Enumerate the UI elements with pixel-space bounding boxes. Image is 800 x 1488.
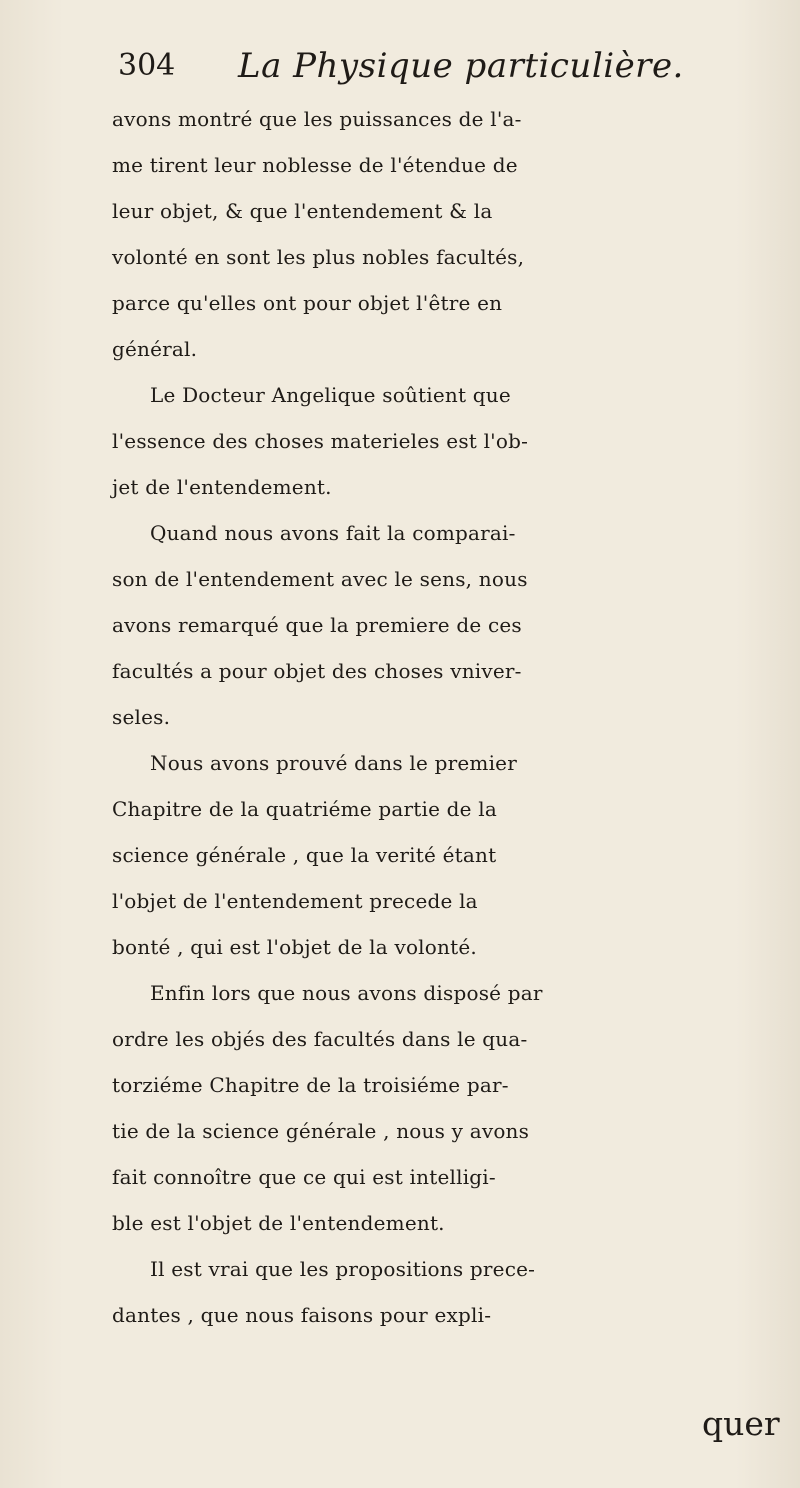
text-line: science générale , que la verité étant	[112, 843, 497, 867]
text-line: ble est l'objet de l'entendement.	[112, 1211, 445, 1235]
page-header	[118, 42, 758, 90]
text-line: bonté , qui est l'objet de la volonté.	[112, 935, 477, 959]
text-line: général.	[112, 337, 198, 361]
text-line: facultés a pour objet des choses vniver-	[112, 659, 522, 683]
text-line: leur objet, & que l'entendement & la	[112, 199, 493, 223]
text-line: dantes , que nous faisons pour expli-	[112, 1303, 492, 1327]
text-line: fait connoître que ce qui est intelligi-	[112, 1165, 496, 1189]
text-line: Quand nous avons fait la comparai-	[150, 521, 516, 545]
text-line: torziéme Chapitre de la troisiéme par-	[112, 1073, 509, 1097]
text-line: l'essence des choses materieles est l'ob-	[112, 429, 529, 453]
running-title: La Physique particulière.	[238, 46, 684, 86]
text-line: jet de l'entendement.	[112, 475, 332, 499]
text-line: Chapitre de la quatriéme partie de la	[112, 797, 497, 821]
text-line: Le Docteur Angelique soûtient que	[150, 383, 511, 407]
text-line: l'objet de l'entendement precede la	[112, 889, 478, 913]
text-line: ordre les objés des facultés dans le qua-	[112, 1027, 528, 1051]
body-text	[106, 96, 800, 1338]
text-line: parce qu'elles ont pour objet l'être en	[112, 291, 503, 315]
text-line: seles.	[112, 705, 171, 729]
text-line: Enfin lors que nous avons disposé par	[150, 981, 543, 1005]
page-number: 304	[118, 48, 176, 83]
text-line: Nous avons prouvé dans le premier	[150, 751, 517, 775]
text-line: tie de la science générale , nous y avons	[112, 1119, 530, 1143]
text-line: avons montré que les puissances de l'a-	[112, 107, 522, 131]
text-line: avons remarqué que la premiere de ces	[112, 613, 522, 637]
text-line: Il est vrai que les propositions prece-	[150, 1257, 536, 1281]
catchword: quer	[702, 1404, 780, 1443]
text-line: me tirent leur noblesse de l'étendue de	[112, 153, 518, 177]
text-line: son de l'entendement avec le sens, nous	[112, 567, 528, 591]
text-line: volonté en sont les plus nobles facultés,	[112, 245, 525, 269]
